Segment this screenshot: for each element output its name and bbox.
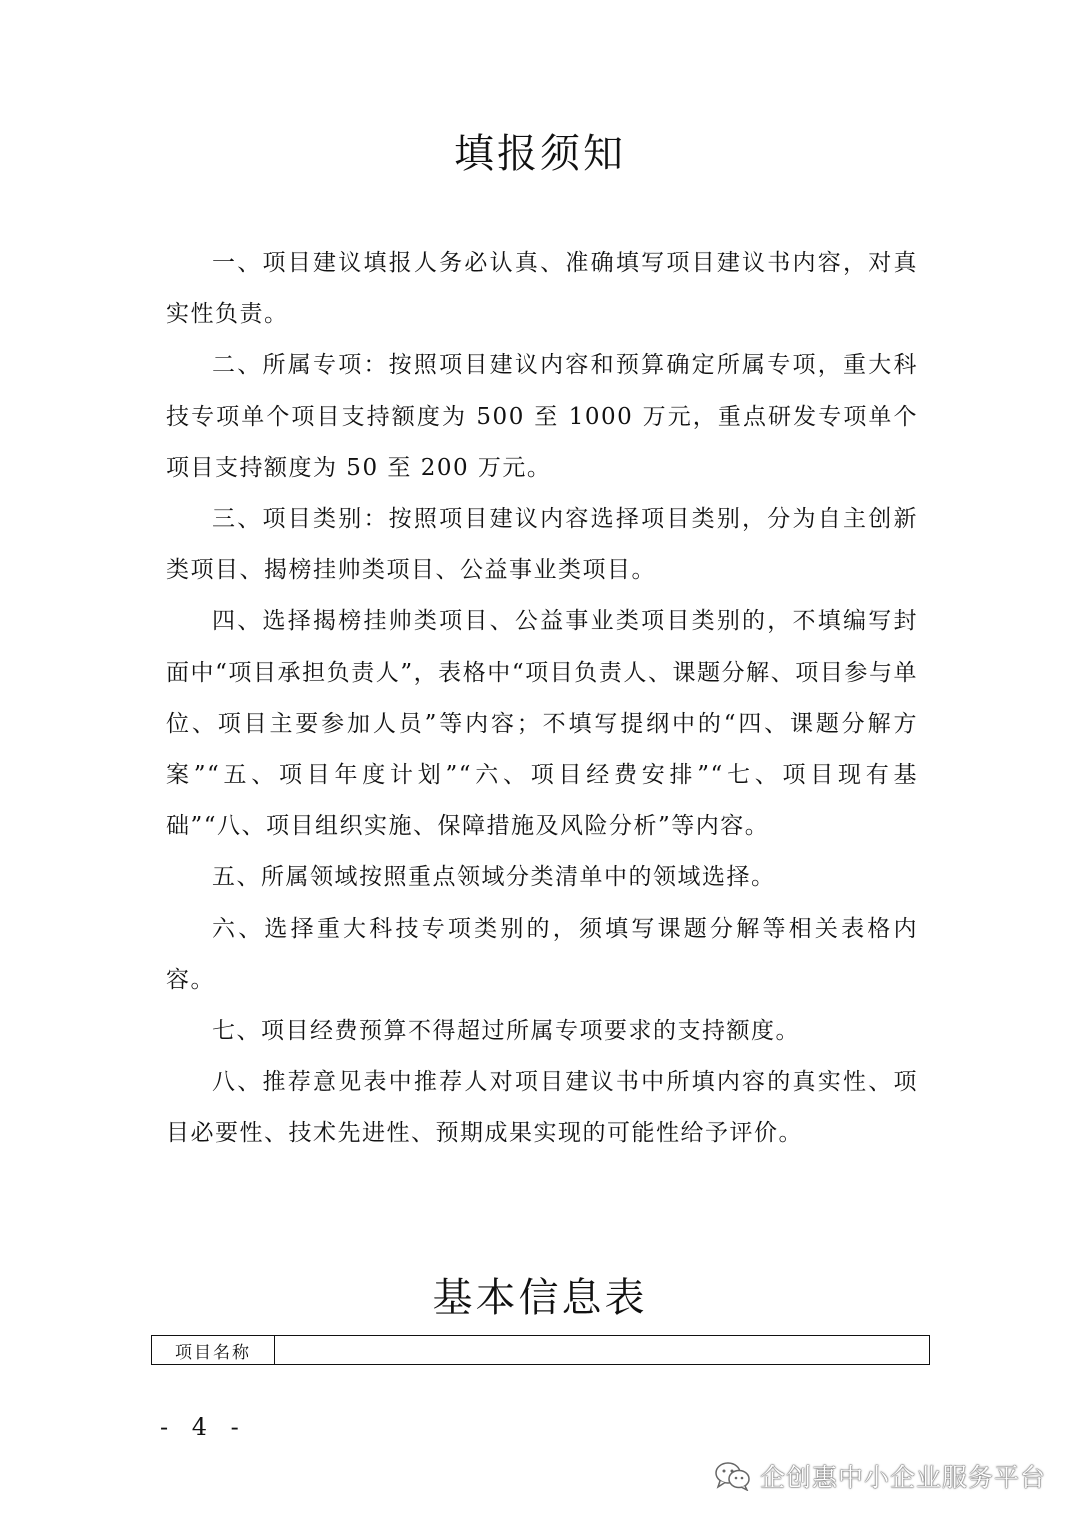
watermark — [714, 1458, 1046, 1494]
instruction-paragraph: 八、推荐意见表中推荐人对项目建议书中所填内容的真实性、项目必要性、技术先进性、预期成果实现的可能性给予评价。 — [166, 1069, 918, 1147]
page-number: - 4 - — [160, 1413, 247, 1441]
project-name-field[interactable] — [275, 1336, 930, 1365]
watermark-text: 企创惠中小企业服务平台 — [759, 1463, 1046, 1492]
instruction-paragraph: 六、选择重大科技专项类别的，须填写课题分解等相关表格内容。 — [166, 915, 918, 993]
instruction-paragraph: 一、项目建议填报人务必认真、准确填写项目建议书内容，对真实性负责。 — [166, 250, 918, 328]
basic-info-table — [151, 1335, 930, 1365]
instruction-paragraph: 七、项目经费预算不得超过所属专项要求的支持额度。 — [212, 1018, 800, 1045]
instruction-paragraph: 四、选择揭榜挂帅类项目、公益事业类项目类别的，不填编写封面中“项目承担负责人”，表格中“项目负责人、课题分解、项目参与单位、项目主要参加人员”等内容；不填写提纲中的“四、课题分解方案”“五、项目年度计划”“六、项目经费安排”“七、项目现有基础”“八、项目组织实施、保障措施及风险分析”等内容。 — [166, 608, 918, 840]
instructions-body — [166, 238, 918, 1160]
wechat-icon — [714, 1461, 752, 1491]
instruction-paragraph: 五、所属领域按照重点领域分类清单中的领域选择。 — [212, 864, 776, 891]
basic-info-title: 基本信息表 — [432, 1275, 648, 1321]
table-row — [152, 1336, 930, 1365]
page-title: 填报须知 — [454, 131, 626, 177]
instruction-paragraph: 二、所属专项：按照项目建议内容和预算确定所属专项，重大科技专项单个项目支持额度为 500 至 1000 万元，重点研发专项单个项目支持额度为 50 至 200 万元。 — [166, 352, 918, 481]
project-name-label: 项目名称 — [152, 1336, 275, 1365]
instruction-paragraph: 三、项目类别：按照项目建议内容选择项目类别，分为自主创新类项目、揭榜挂帅类项目、公益事业类项目。 — [166, 506, 918, 584]
